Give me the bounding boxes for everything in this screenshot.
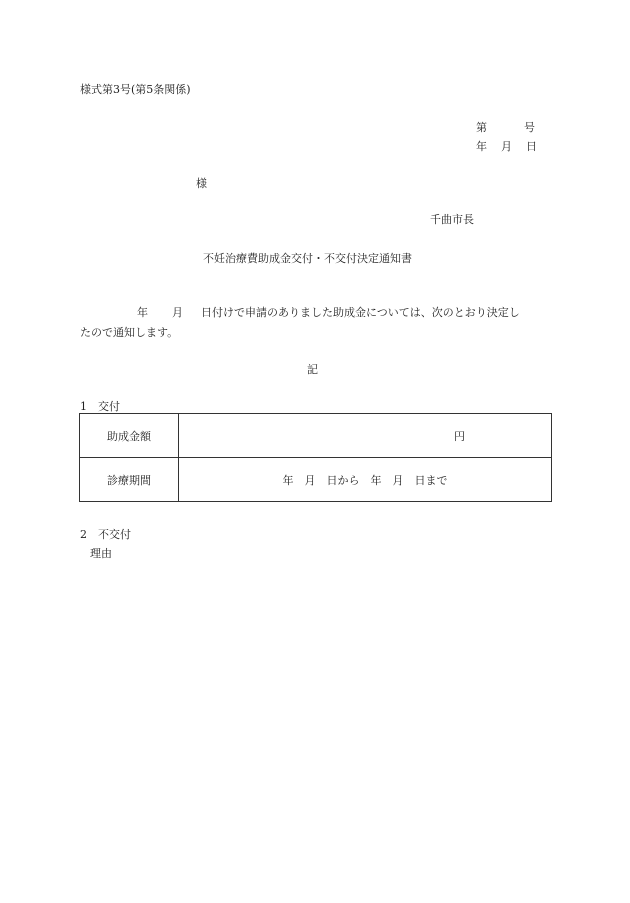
addressee-honorific: 様 xyxy=(196,177,207,190)
issuer-name: 千曲市長 xyxy=(430,213,474,226)
body-line-1 xyxy=(80,304,520,320)
issue-date xyxy=(476,138,537,154)
body-line-2: たので通知します。 xyxy=(80,326,179,339)
grant-amount-label: 助成金額 xyxy=(80,414,179,458)
body-line-1-rest: 日付けで申請のありました助成金については、次のとおり決定し xyxy=(201,306,520,319)
issue-number-suffix: 号 xyxy=(524,121,535,134)
grant-amount-value: 円 xyxy=(179,414,552,458)
body-year: 年 xyxy=(137,306,148,319)
issue-date-year: 年 xyxy=(476,140,487,153)
body-month: 月 xyxy=(172,306,183,319)
section-2-heading: 2 不交付 xyxy=(80,528,131,541)
section-1-heading: 1 交付 xyxy=(80,400,120,413)
issue-date-month: 月 xyxy=(501,140,512,153)
treatment-period-value: 年 月 日から 年 月 日まで xyxy=(179,458,552,502)
form-number: 様式第3号(第5条関係) xyxy=(80,83,191,96)
reason-label: 理由 xyxy=(90,547,112,560)
ki-marker: 記 xyxy=(307,363,318,376)
table-row xyxy=(80,458,552,502)
document-title: 不妊治療費助成金交付・不交付決定通知書 xyxy=(203,252,412,265)
issue-date-day: 日 xyxy=(526,140,537,153)
table-row xyxy=(80,414,552,458)
issue-number-prefix: 第 xyxy=(476,121,487,134)
grant-table xyxy=(79,413,552,502)
treatment-period-label: 診療期間 xyxy=(80,458,179,502)
